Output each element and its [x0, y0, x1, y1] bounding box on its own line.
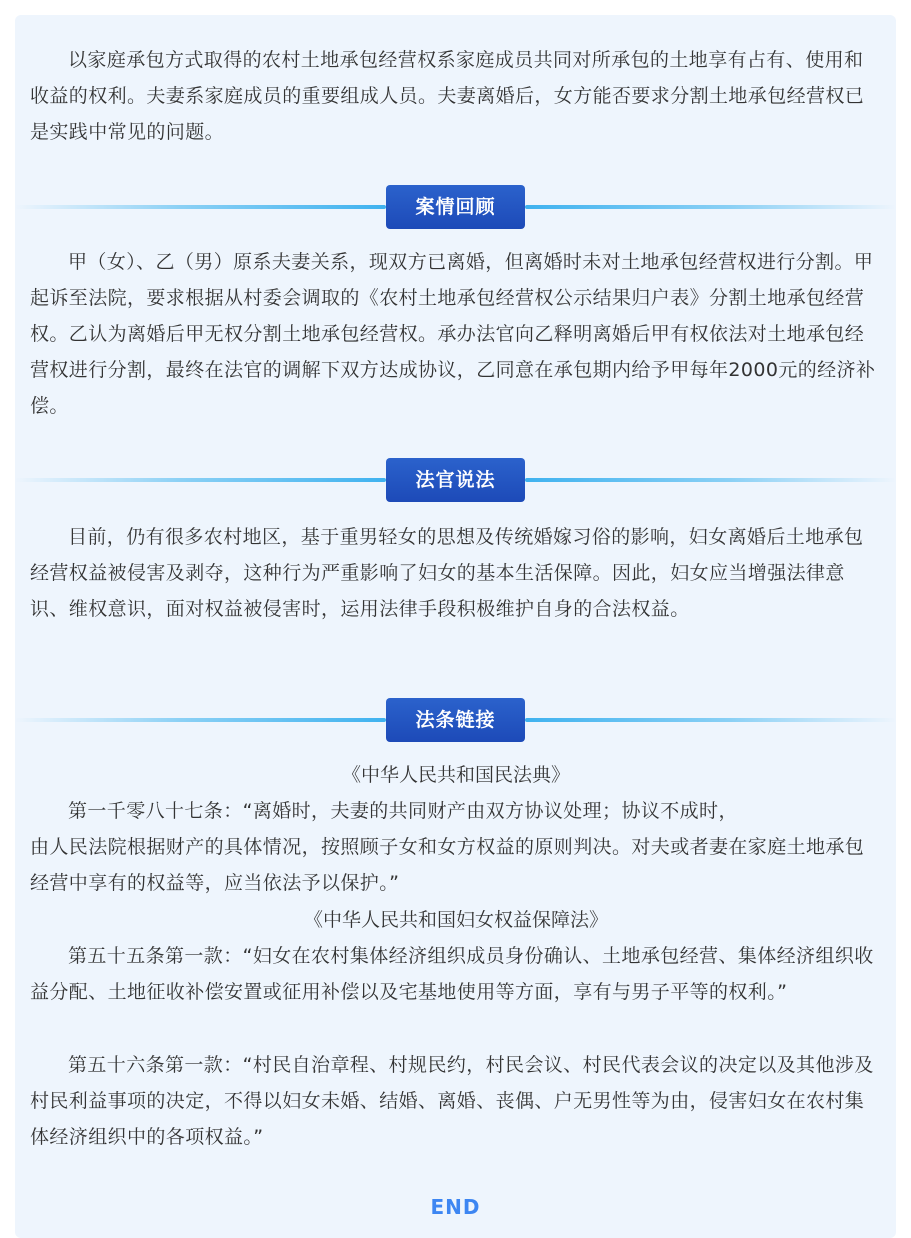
- law-article-1087-line1: 第一千零八十七条：“离婚时，夫妻的共同财产由双方协议处理；协议不成时，: [68, 800, 738, 822]
- section-title-badge: 案情回顾: [386, 185, 525, 229]
- end-label: END: [430, 1195, 481, 1219]
- law-title-civil-code: 《中华人民共和国民法典》: [341, 764, 570, 786]
- law-article-56: 第五十六条第一款：“村民自治章程、村规民约，村民会议、村民代表会议的决定以及其他涉及村民利益事项的决定，不得以妇女未婚、结婚、离婚、丧偶、户无男性等为由，侵害妇女在农村集体经济组织中的各项权益。”: [30, 1054, 874, 1148]
- divider-line-left: [15, 478, 386, 482]
- section-header-law: [15, 698, 896, 742]
- divider-line-right: [525, 478, 896, 482]
- section-title-badge: 法条链接: [386, 698, 525, 742]
- divider-line-right: [525, 718, 896, 722]
- divider-line-left: [15, 718, 386, 722]
- divider-line-left: [15, 205, 386, 209]
- law-title-women-rights: 《中华人民共和国妇女权益保障法》: [303, 909, 608, 931]
- section-header-judge: [15, 458, 896, 502]
- section-title-badge: 法官说法: [386, 458, 525, 502]
- case-review-paragraph: 甲（女）、乙（男）原系夫妻关系，现双方已离婚，但离婚时未对土地承包经营权进行分割。甲起诉至法院，要求根据从村委会调取的《农村土地承包经营权公示结果归户表》分割土地承包经营权。乙认为离婚后甲无权分割土地承包经营权。承办法官向乙释明离婚后甲有权依法对土地承包经营权进行分割，最终在法官的调解下双方达成协议，乙同意在承包期内给予甲每年2000元的经济补偿。: [30, 251, 876, 417]
- judge-comment-paragraph: 目前，仍有很多农村地区，基于重男轻女的思想及传统婚嫁习俗的影响，妇女离婚后土地承包经营权益被侵害及剥夺，这种行为严重影响了妇女的基本生活保障。因此，妇女应当增强法律意识、维权意识，面对权益被侵害时，运用法律手段积极维护自身的合法权益。: [30, 526, 864, 620]
- law-article-55: 第五十五条第一款：“妇女在农村集体经济组织成员身份确认、土地承包经营、集体经济组织收益分配、土地征收补偿安置或征用补偿以及宅基地使用等方面，享有与男子平等的权利。”: [30, 945, 874, 1003]
- intro-paragraph: 以家庭承包方式取得的农村土地承包经营权系家庭成员共同对所承包的土地享有占有、使用和收益的权利。夫妻系家庭成员的重要组成人员。夫妻离婚后，女方能否要求分割土地承包经营权已是实践中常见的问题。: [30, 49, 865, 143]
- section-header-case: [15, 185, 896, 229]
- divider-line-right: [525, 205, 896, 209]
- law-article-1087-rest: 由人民法院根据财产的具体情况，按照顾子女和女方权益的原则判决。对夫或者妻在家庭土地承包经营中享有的权益等，应当依法予以保护。”: [30, 836, 865, 894]
